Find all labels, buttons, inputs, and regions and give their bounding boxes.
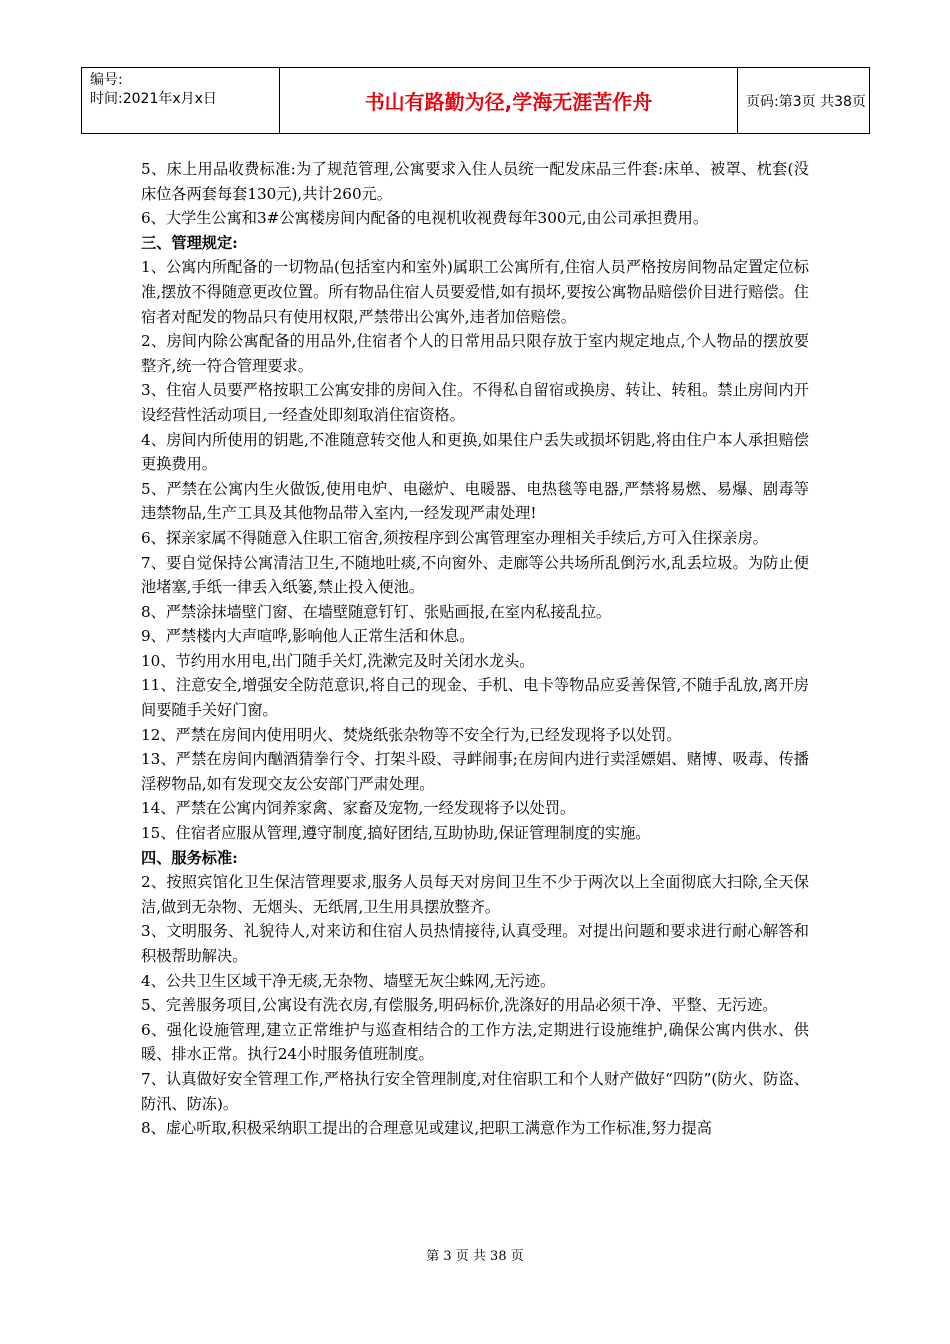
body-paragraph: 8、虚心听取,积极采纳职工提出的合理意见或建议,把职工满意作为工作标准,努力提高 bbox=[141, 1119, 712, 1138]
body-paragraph: 3、住宿人员要严格按职工公寓安排的房间入住。不得私自留宿或换房、转让、转租。禁止房间内开设经营性活动项目,一经查处即刻取消住宿资格。 bbox=[141, 381, 809, 424]
body-paragraph: 6、探亲家属不得随意入住职工宿舍,须按程序到公寓管理室办理相关手续后,方可入住探亲房。 bbox=[141, 528, 768, 547]
header-motto: 书山有路勤为径,学海无涯苦作舟 bbox=[280, 68, 738, 133]
body-paragraph: 5、床上用品收费标准:为了规范管理,公寓要求入住人员统一配发床品三件套:床单、被罩、枕套(没床位各两套每套130元),共计260元。 bbox=[141, 160, 809, 203]
body-paragraph: 4、房间内所使用的钥匙,不准随意转交他人和更换,如果住户丢失或损坏钥匙,将由住户本人承担赔偿更换费用。 bbox=[141, 430, 809, 474]
body-paragraph: 10、节约用水用电,出门随手关灯,洗漱完及时关闭水龙头。 bbox=[141, 651, 535, 670]
body-paragraph: 13、严禁在房间内酗酒猜拳行令、打架斗殴、寻衅闹事;在房间内进行卖淫嫖娼、赌博、吸毒、传播淫秽物品,如有发现交友公安部门严肃处理。 bbox=[141, 750, 809, 793]
body-paragraph: 15、住宿者应服从管理,遵守制度,搞好团结,互助协助,保证管理制度的实施。 bbox=[141, 824, 651, 843]
body-paragraph: 5、严禁在公寓内生火做饭,使用电炉、电磁炉、电暖器、电热毯等电器,严禁将易燃、易爆、剧毒等违禁物品,生产工具及其他物品带入室内,一经发现严肃处理! bbox=[141, 479, 809, 523]
page-header bbox=[81, 67, 870, 134]
body-paragraph: 3、文明服务、礼貌待人,对来访和住宿人员热情接待,认真受理。对提出问题和要求进行耐心解答和积极帮助解决。 bbox=[141, 922, 809, 965]
header-meta bbox=[82, 68, 280, 133]
body-paragraph: 7、要自觉保持公寓清洁卫生,不随地吐痰,不向窗外、走廊等公共场所乱倒污水,乱丢垃圾。为防止便池堵塞,手纸一律丢入纸篓,禁止投入便池。 bbox=[141, 553, 809, 597]
body-paragraph: 14、严禁在公寓内饲养家禽、家畜及宠物,一经发现将予以处罚。 bbox=[141, 799, 576, 818]
document-body bbox=[141, 157, 809, 1141]
body-paragraph: 12、严禁在房间内使用明火、焚烧纸张杂物等不安全行为,已经发现将予以处罚。 bbox=[141, 725, 682, 744]
header-page-label: 页码:第3页 共38页 bbox=[746, 93, 866, 110]
section-heading: 三、管理规定: bbox=[141, 233, 238, 252]
body-paragraph: 1、公寓内所配备的一切物品(包括室内和室外)属职工公寓所有,住宿人员严格按房间物品定置定位标准,摆放不得随意更改位置。所有物品住宿人员要爱惜,如有损坏,要按公寓物品赔偿价目进行赔偿。住宿者对配发的物品只有使用权限,严禁带出公寓外,违者加倍赔偿。 bbox=[141, 258, 809, 326]
page-footer: 第 3 页 共 38 页 bbox=[426, 1249, 524, 1264]
document-time-label: 时间:2021年x月x日 bbox=[90, 91, 217, 107]
body-paragraph: 6、大学生公寓和3#公寓楼房间内配备的电视机收视费每年300元,由公司承担费用。 bbox=[141, 209, 709, 228]
body-paragraph: 2、按照宾馆化卫生保洁管理要求,服务人员每天对房间卫生不少于两次以上全面彻底大扫除,全天保洁,做到无杂物、无烟头、无纸屑,卫生用具摆放整齐。 bbox=[141, 873, 809, 916]
body-paragraph: 6、强化设施管理,建立正常维护与巡查相结合的工作方法,定期进行设施维护,确保公寓内供水、供暖、排水正常。执行24小时服务值班制度。 bbox=[141, 1020, 809, 1064]
body-paragraph: 9、严禁楼内大声喧哗,影响他人正常生活和休息。 bbox=[141, 627, 475, 646]
body-paragraph: 2、房间内除公寓配备的用品外,住宿者个人的日常用品只限存放于室内规定地点,个人物品的摆放要整齐,统一符合管理要求。 bbox=[141, 332, 809, 375]
section-heading: 四、服务标准: bbox=[141, 848, 238, 867]
document-number-label: 编号: bbox=[90, 72, 123, 88]
body-paragraph: 7、认真做好安全管理工作,严格执行安全管理制度,对住宿职工和个人财产做好“四防”(防火、防盗、防汛、防冻)。 bbox=[141, 1069, 809, 1113]
body-paragraph: 11、注意安全,增强安全防范意识,将自己的现金、手机、电卡等物品应妥善保管,不随手乱放,离开房间要随手关好门窗。 bbox=[141, 676, 809, 720]
body-paragraph: 8、严禁涂抹墙壁门窗、在墙壁随意钉钉、张贴画报,在室内私接乱拉。 bbox=[141, 602, 612, 621]
body-paragraph: 5、完善服务项目,公寓设有洗衣房,有偿服务,明码标价,洗涤好的用品必须干净、平整、无污迹。 bbox=[141, 996, 778, 1015]
body-paragraph: 4、公共卫生区域干净无痰,无杂物、墙壁无灰尘蛛网,无污迹。 bbox=[141, 971, 556, 990]
